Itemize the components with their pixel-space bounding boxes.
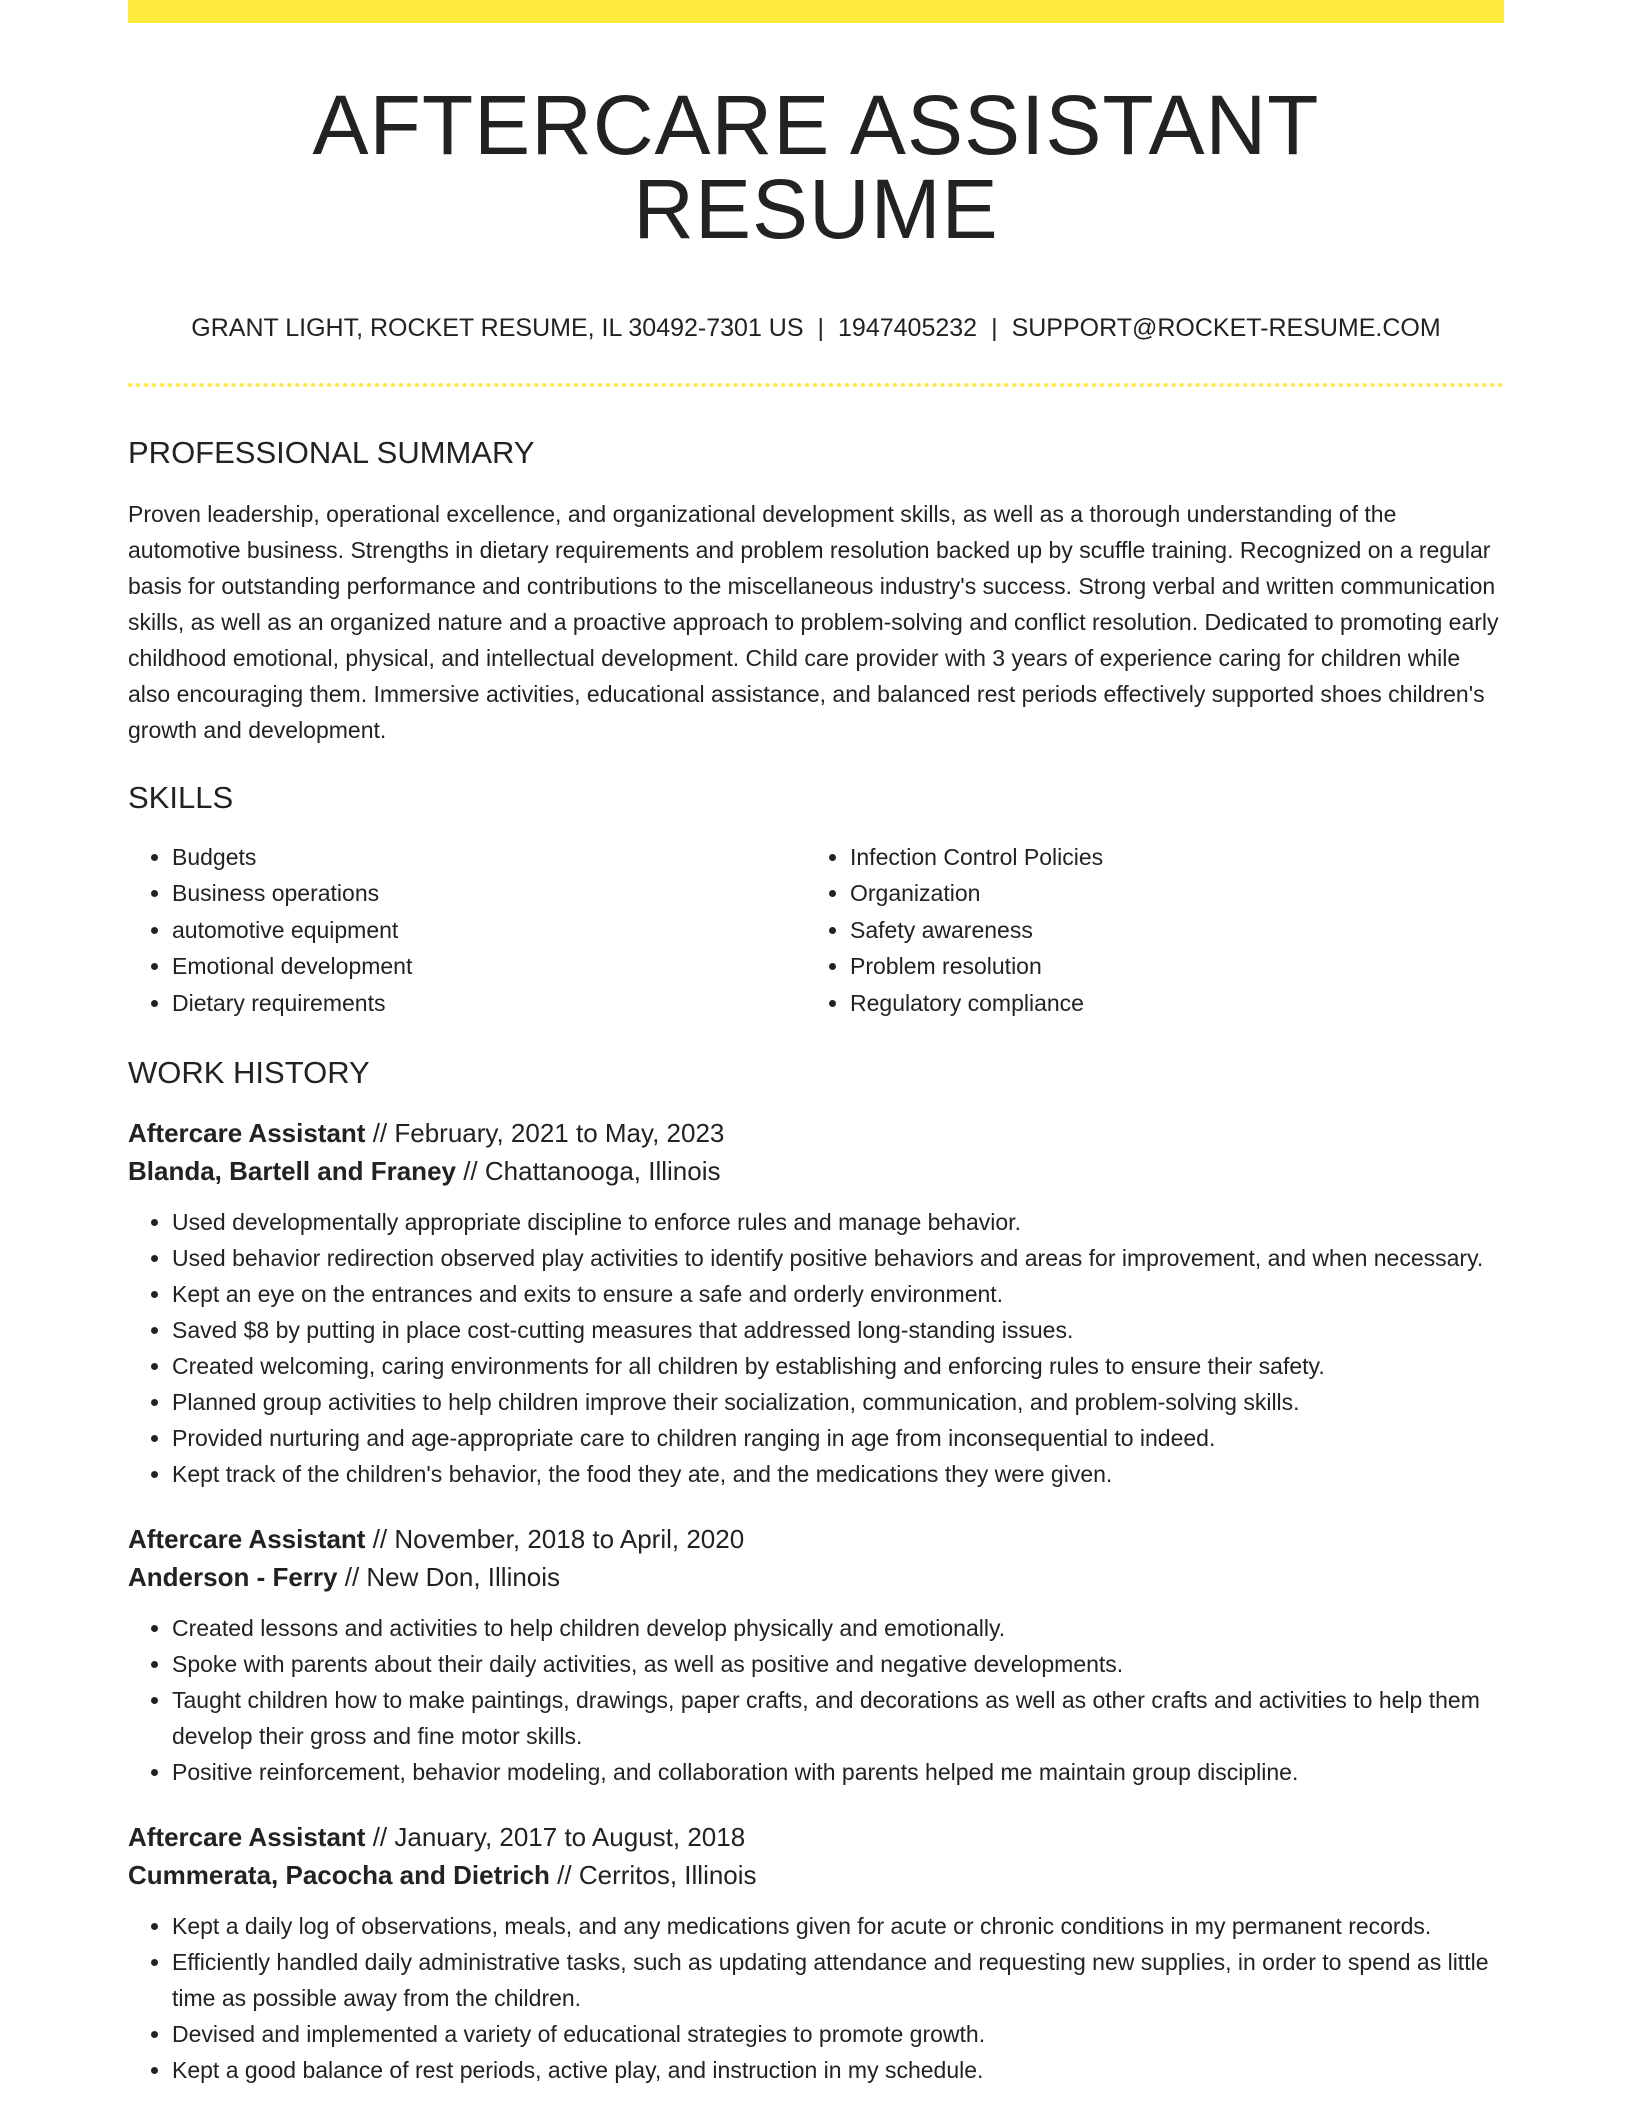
skill-item: • Budgets [172, 839, 806, 875]
job-location: Cerritos, Illinois [578, 1860, 757, 1891]
skill-item: • Organization [850, 875, 1484, 911]
job-separator: // [337, 1562, 367, 1593]
duty-item: • Efficiently handled daily administrative tasks, such as updating attendance and requesting new supplies, in order to spend as little time as possible away from the children. [172, 1944, 1504, 2016]
contact-separator: | [817, 314, 825, 342]
job-duties [128, 1610, 1504, 1790]
page-title: AFTERCARE ASSISTANT RESUME [312, 78, 1320, 256]
job-dates: November, 2018 to April, 2020 [394, 1524, 745, 1555]
skills-column-right [806, 839, 1484, 1021]
duty-item: • Taught children how to make paintings, drawings, paper crafts, and decorations as well as other crafts and activities to help them develop their gross and fine motor skills. [172, 1682, 1504, 1754]
duty-item: • Kept a good balance of rest periods, active play, and instruction in my schedule. [172, 2052, 1504, 2088]
skill-item: • automotive equipment [172, 912, 806, 948]
skills-list [128, 839, 1504, 1021]
skill-item: • Regulatory compliance [850, 985, 1484, 1021]
job-duties [128, 1908, 1504, 2088]
duty-item: • Saved $8 by putting in place cost-cutting measures that addressed long-standing issues. [172, 1312, 1504, 1348]
job-duties [128, 1204, 1504, 1492]
job-company-line [128, 1856, 1504, 1894]
job-company: Blanda, Bartell and Franey [128, 1156, 456, 1187]
job-entry [128, 1114, 1504, 1492]
job-entry [128, 1520, 1504, 1790]
contact-address: GRANT LIGHT, ROCKET RESUME, IL 30492-7301 US [191, 314, 804, 342]
duty-item: • Planned group activities to help children improve their socialization, communication, and problem-solving skills. [172, 1384, 1504, 1420]
summary-heading: PROFESSIONAL SUMMARY [128, 435, 535, 470]
skills-column-left [128, 839, 806, 1021]
duty-item: • Positive reinforcement, behavior modeling, and collaboration with parents helped me maintain group discipline. [172, 1754, 1504, 1790]
job-company-line [128, 1152, 1504, 1190]
accent-bar [128, 0, 1504, 23]
job-company: Anderson - Ferry [128, 1562, 338, 1593]
duty-item: • Provided nurturing and age-appropriate care to children ranging in age from inconsequential to indeed. [172, 1420, 1504, 1456]
job-company-line [128, 1558, 1504, 1596]
skill-item: • Problem resolution [850, 948, 1484, 984]
job-separator: // [365, 1822, 395, 1853]
contact-email: SUPPORT@ROCKET-RESUME.COM [1011, 314, 1441, 342]
job-title: Aftercare Assistant [128, 1118, 366, 1149]
skill-item: • Business operations [172, 875, 806, 911]
duty-item: • Kept track of the children's behavior, the food they ate, and the medications they were given. [172, 1456, 1504, 1492]
contact-separator: | [991, 314, 998, 342]
duty-item: • Used developmentally appropriate discipline to enforce rules and manage behavior. [172, 1204, 1504, 1240]
job-separator: // [365, 1524, 395, 1555]
job-entry [128, 1818, 1504, 2088]
skill-item: • Infection Control Policies [850, 839, 1484, 875]
skill-item: • Dietary requirements [172, 985, 806, 1021]
duty-item: • Created welcoming, caring environments for all children by establishing and enforcing rules to ensure their safety. [172, 1348, 1504, 1384]
skill-item: • Emotional development [172, 948, 806, 984]
duty-item: • Used behavior redirection observed play activities to identify positive behaviors and areas for improvement, and when necessary. [172, 1240, 1504, 1276]
job-title: Aftercare Assistant [128, 1524, 366, 1555]
work-history-heading: WORK HISTORY [128, 1055, 370, 1091]
job-dates: February, 2021 to May, 2023 [394, 1118, 725, 1149]
job-title-line [128, 1114, 1504, 1152]
resume-page [128, 0, 1504, 2088]
duty-item: • Kept an eye on the entrances and exits to ensure a safe and orderly environment. [172, 1276, 1504, 1312]
job-dates: January, 2017 to August, 2018 [394, 1822, 746, 1853]
job-separator: // [455, 1156, 485, 1187]
skill-item: • Safety awareness [850, 912, 1484, 948]
duty-item: • Created lessons and activities to help children develop physically and emotionally. [172, 1610, 1504, 1646]
job-company: Cummerata, Pacocha and Dietrich [128, 1860, 550, 1891]
contact-line [128, 316, 1504, 341]
job-separator: // [365, 1118, 395, 1149]
dotted-divider [128, 383, 1504, 391]
job-separator: // [549, 1860, 579, 1891]
duty-item: • Kept a daily log of observations, meals, and any medications given for acute or chronic conditions in my permanent records. [172, 1908, 1504, 1944]
duty-item: • Devised and implemented a variety of educational strategies to promote growth. [172, 2016, 1504, 2052]
job-location: New Don, Illinois [366, 1562, 561, 1593]
skills-heading: SKILLS [128, 780, 234, 815]
summary-text: Proven leadership, operational excellence, and organizational development skills, as well as a thorough understanding of the automotive business. Strengths in dietary requirements and problem resolution backed up by scuffle training. Recognized on a regular basis for outstanding performance and contributions to the miscellaneous industry's success. Strong verbal and written communication skills, as well as an organized nature and a proactive approach to problem-solving and conflict resolution. Dedicated to promoting early childhood emotional, physical, and intellectual development. Child care provider with 3 years of experience caring for children while also encouraging them. Immersive activities, educational assistance, and balanced rest periods effectively supported shoes children's growth and development. [128, 501, 1499, 743]
job-title-line [128, 1818, 1504, 1856]
job-location: Chattanooga, Illinois [484, 1156, 721, 1187]
contact-phone: 1947405232 [838, 314, 978, 342]
job-title: Aftercare Assistant [128, 1822, 366, 1853]
job-title-line [128, 1520, 1504, 1558]
duty-item: • Spoke with parents about their daily activities, as well as positive and negative developments. [172, 1646, 1504, 1682]
